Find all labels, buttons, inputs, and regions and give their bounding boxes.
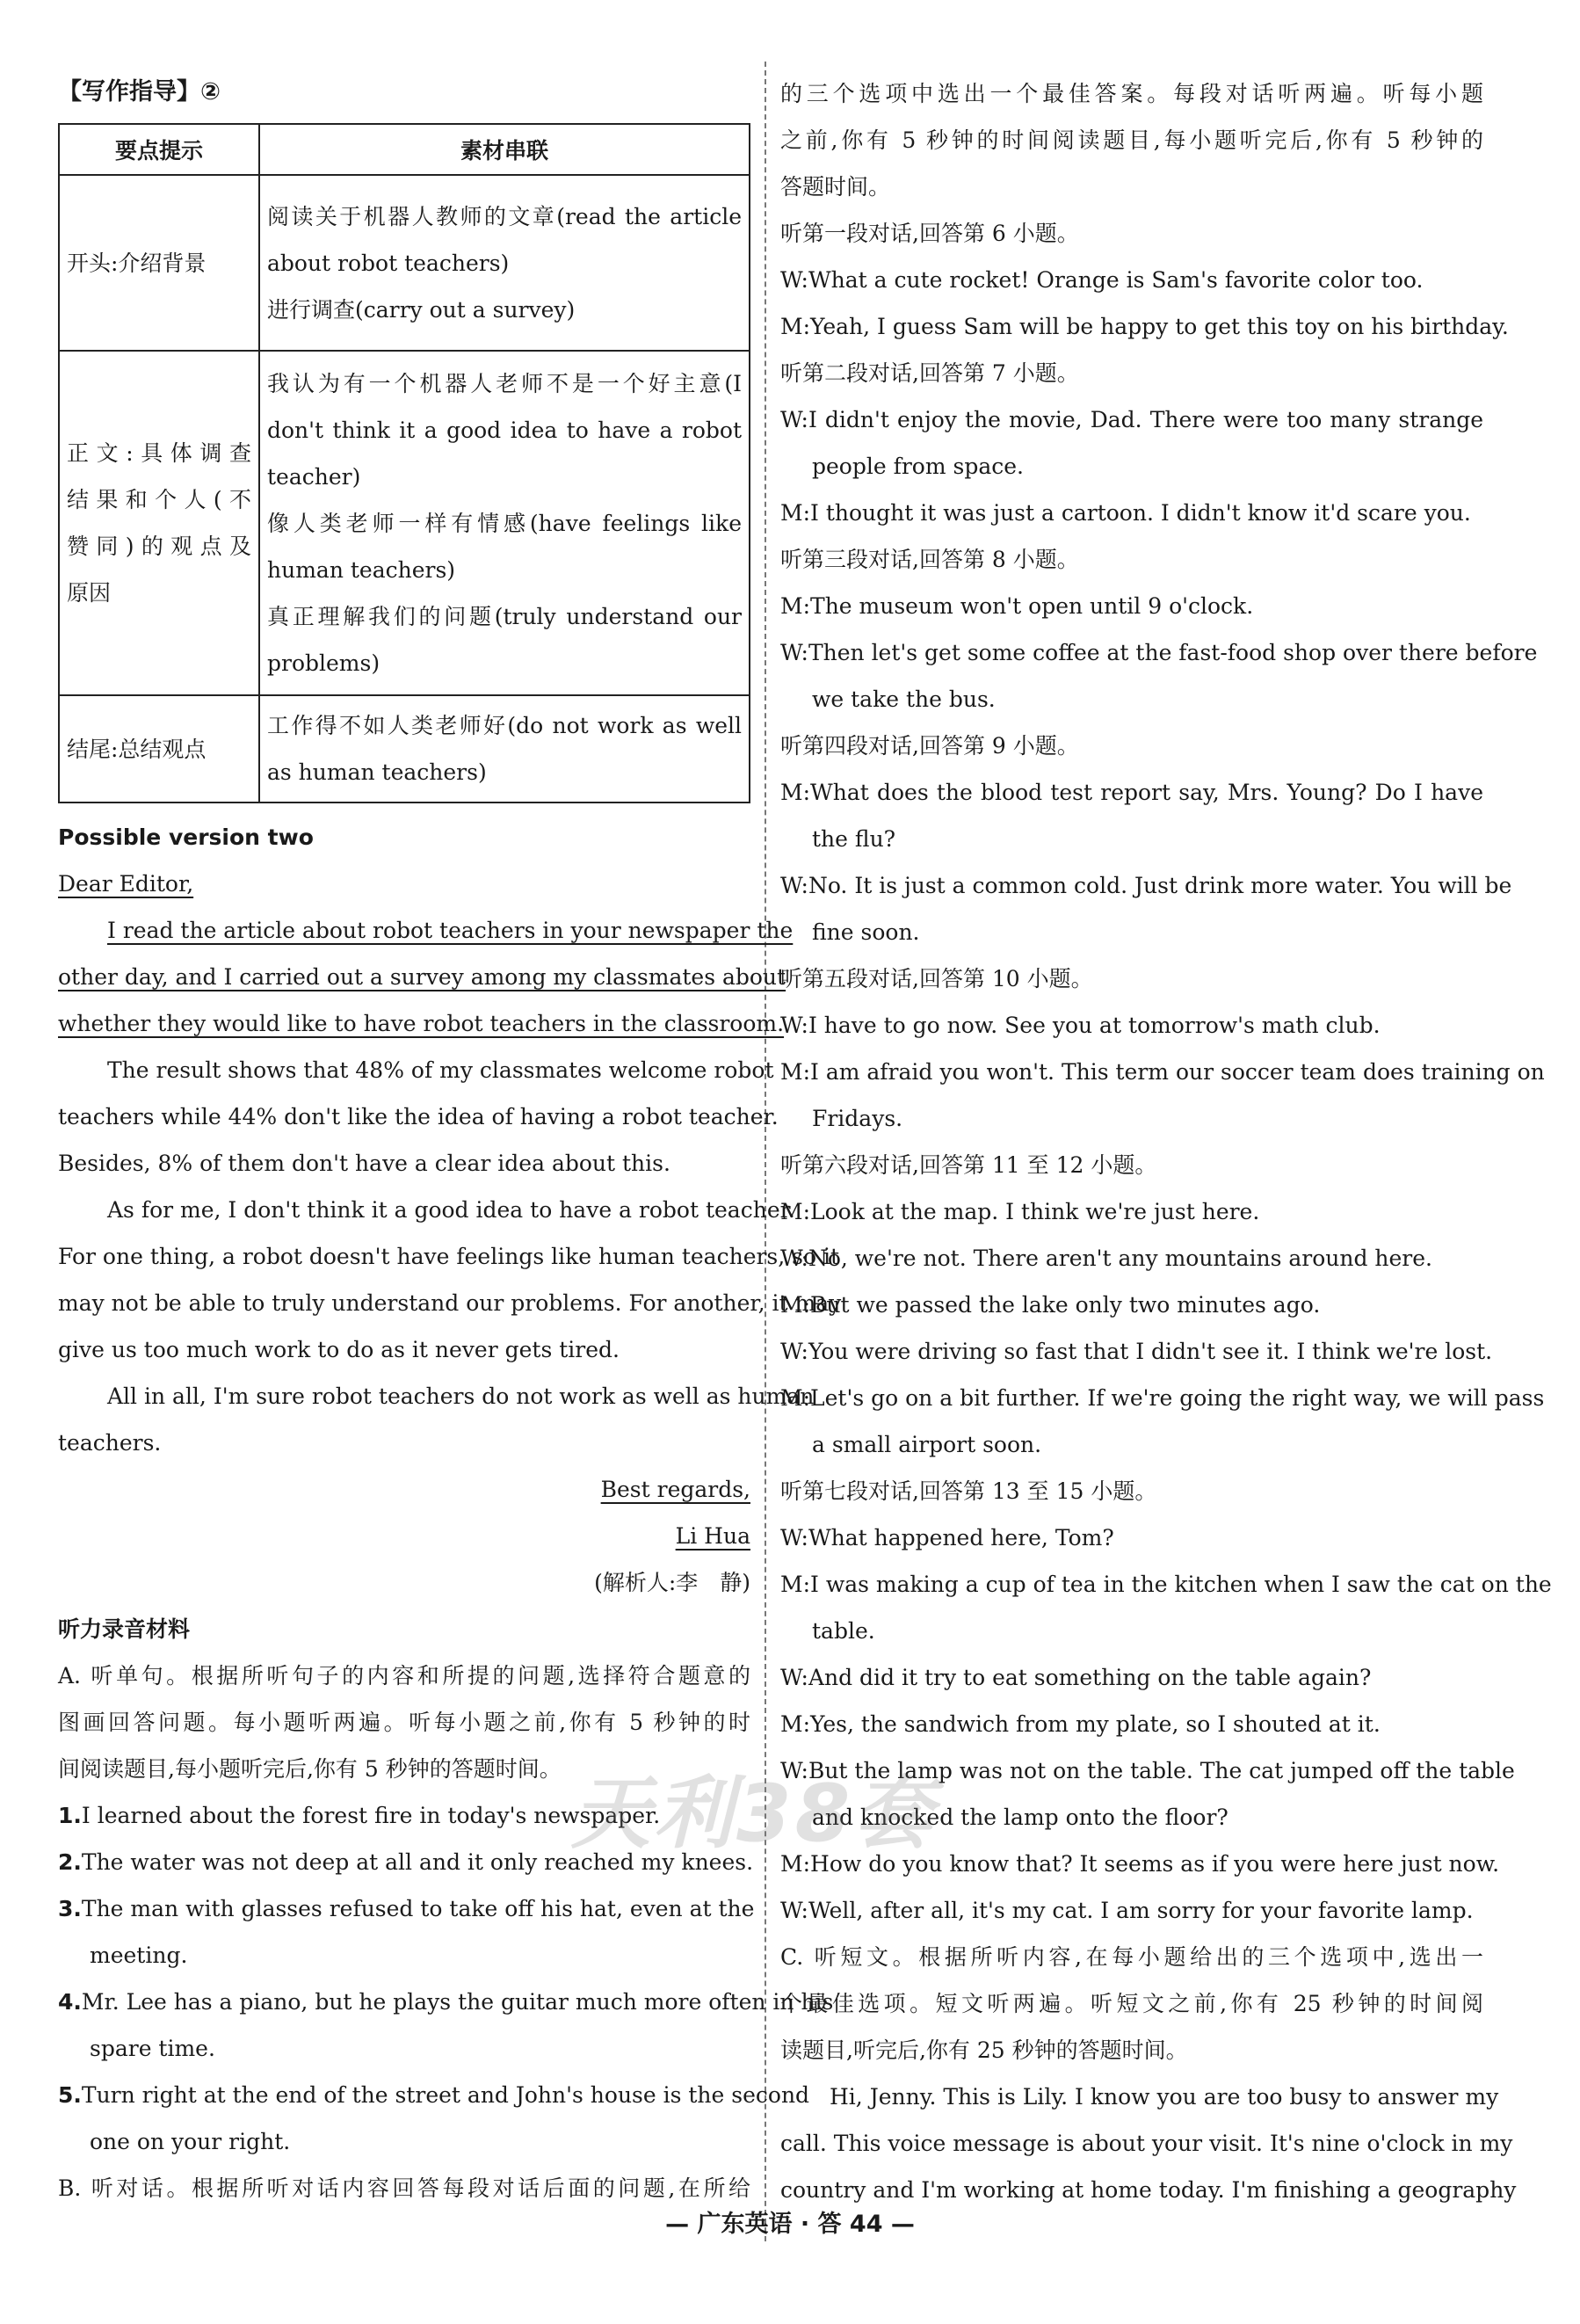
letter-para3-line: As for me, I don't think it a good idea to have a robot teacher.	[107, 1197, 795, 1223]
transcript-line: W:No. It is just a common cold. Just drink more water. You will be	[780, 873, 1512, 898]
cell-text: 正文:具体调查	[67, 440, 251, 466]
table-header-key-points: 要点提示	[59, 124, 259, 175]
letter-para2-line: Besides, 8% of them don't have a clear idea about this.	[58, 1151, 670, 1176]
transcript-line: Hi, Jenny. This is Lily. I know you are too busy to answer my	[830, 2084, 1499, 2110]
list-item	[58, 1839, 754, 1885]
watermark-logo: 天利38套	[571, 1768, 937, 1860]
transcript-line: M:What does the blood test report say, Mrs. Young? Do I have	[780, 780, 1483, 805]
transcript-line: M:I am afraid you won't. This term our soccer team does training on	[780, 1059, 1545, 1085]
letter-para1-line: I read the article about robot teachers in your newspaper the	[107, 918, 794, 943]
transcript-line: table.	[812, 1618, 875, 1644]
cell-text: 真正理解我们的问题(truly understand our	[267, 603, 742, 629]
cell-text: 结果和个人(不	[67, 487, 251, 512]
transcript-line: W:Well, after all, it's my cat. I am sorry for your favorite lamp.	[780, 1898, 1474, 1923]
transcript-line: 答题时间。	[780, 174, 891, 200]
transcript-line: W:I didn't enjoy the movie, Dad. There were too many strange	[780, 407, 1483, 432]
transcript-line: W:I have to go now. See you at tomorrow's math club.	[780, 1013, 1381, 1038]
table-row	[59, 695, 750, 803]
list-item-cont: meeting.	[90, 1943, 188, 1968]
section-a-line: 图画回答问题。每小题听两遍。听每小题之前,你有 5 秒钟的时	[58, 1710, 750, 1735]
transcript-line: 听第六段对话,回答第 11 至 12 小题。	[780, 1152, 1157, 1178]
cell-text: 像人类老师一样有情感(have feelings like	[267, 510, 742, 536]
transcript-line: 听第二段对话,回答第 7 小题。	[780, 360, 1079, 386]
item-number: 3.	[58, 1896, 82, 1921]
letter-para1-line: other day, and I carried out a survey among my classmates about	[58, 964, 786, 990]
analyst-note: (解析人:李 静)	[594, 1570, 750, 1595]
cell-text: 我认为有一个机器人老师不是一个好主意(I	[267, 370, 742, 396]
item-text: The man with glasses refused to take off his hat, even at the	[81, 1896, 755, 1921]
section-a-line: A. 听单句。根据所听句子的内容和所提的问题,选择符合题意的	[58, 1663, 750, 1689]
item-number: 4.	[58, 1989, 82, 2015]
transcript-line: the flu?	[812, 826, 896, 852]
cell-text: 进行调查(carry out a survey)	[267, 296, 576, 323]
transcript-line: 听第一段对话,回答第 6 小题。	[780, 221, 1079, 246]
letter-salutation	[58, 861, 750, 907]
transcript-line: 听第四段对话,回答第 9 小题。	[780, 733, 1079, 759]
table-cell-point	[59, 175, 259, 351]
cell-text: problems)	[267, 650, 381, 676]
cell-text: 阅读关于机器人教师的文章(read the article	[267, 203, 742, 229]
table-cell-material	[259, 351, 750, 695]
cell-text: as human teachers)	[267, 759, 487, 785]
letter-para4-line: teachers.	[58, 1430, 162, 1456]
transcript-line: W:What happened here, Tom?	[780, 1525, 1114, 1551]
transcript-line: 之前,你有 5 秒钟的时间阅读题目,每小题听完后,你有 5 秒钟的	[780, 127, 1483, 153]
list-item-cont: spare time.	[90, 2036, 215, 2061]
listening-title: 听力录音材料	[58, 1616, 191, 1642]
transcript-line: M:Look at the map. I think we're just here.	[780, 1199, 1260, 1224]
underlined-text: whether they would like to have robot teachers in the classroom.	[58, 1011, 785, 1036]
table-cell-point	[59, 695, 259, 803]
page-footer: — 广东英语 · 答 44 —	[665, 2211, 915, 2238]
transcript-line: M:Yeah, I guess Sam will be happy to get this toy on his birthday.	[780, 314, 1509, 339]
letter-para4-line: All in all, I'm sure robot teachers do not work as well as human	[107, 1384, 815, 1409]
transcript-line: fine soon.	[812, 919, 920, 945]
table-row	[59, 175, 750, 351]
letter-para1-line	[58, 1000, 785, 1047]
cell-text: 赞同)的观点及	[67, 534, 251, 559]
letter-para3-line: For one thing, a robot doesn't have feelings like human teachers, so it	[58, 1244, 840, 1269]
signature-text: Li Hua	[675, 1523, 750, 1549]
item-text: Turn right at the end of the street and John's house is the second	[81, 2082, 810, 2108]
transcript-line: W:But the lamp was not on the table. The cat jumped off the table	[780, 1758, 1515, 1783]
writing-guide-header: 【写作指导】②	[58, 78, 221, 105]
transcript-line: people from space.	[812, 454, 1024, 479]
transcript-line: M:Yes, the sandwich from my plate, so I shouted at it.	[780, 1711, 1381, 1737]
table-cell-material	[259, 175, 750, 351]
table-cell-material	[259, 695, 750, 803]
list-item	[58, 1885, 755, 1932]
transcript-line: a small airport soon.	[812, 1432, 1042, 1457]
transcript-line: M:How do you know that? It seems as if you were here just now.	[780, 1851, 1500, 1877]
transcript-line: M:But we passed the lake only two minutes ago.	[780, 1292, 1321, 1318]
cell-text: about robot teachers)	[267, 250, 510, 276]
salutation-text: Dear Editor,	[58, 871, 194, 897]
cell-text: 开头:介绍背景	[67, 250, 207, 276]
transcript-line: Fridays.	[812, 1106, 903, 1131]
table-header-materials: 素材串联	[259, 124, 750, 175]
item-text: Mr. Lee has a piano, but he plays the guitar much more often in his	[81, 1989, 834, 2015]
letter-para3-line: may not be able to truly understand our problems. For another, it may	[58, 1290, 842, 1316]
transcript-line: M:Let's go on a bit further. If we're going the right way, we will pass	[780, 1385, 1545, 1411]
transcript-line: W:No, we're not. There aren't any mountains around here.	[780, 1246, 1433, 1271]
transcript-line: country and I'm working at home today. I'm finishing a geography	[780, 2177, 1517, 2203]
letter-closing	[58, 1466, 750, 1513]
transcript-line: M:The museum won't open until 9 o'clock.	[780, 593, 1254, 619]
cell-text: don't think it a good idea to have a robot	[267, 417, 742, 443]
item-number: 1.	[58, 1803, 82, 1828]
cell-text: 原因	[67, 580, 112, 606]
transcript-line: 读题目,听完后,你有 25 秒钟的答题时间。	[780, 2037, 1188, 2063]
section-a-line: 间阅读题目,每小题听完后,你有 5 秒钟的答题时间。	[58, 1756, 562, 1782]
list-item	[58, 1792, 750, 1839]
key-points-table	[58, 123, 750, 803]
section-b-line: B. 听对话。根据所听对话内容回答每段对话后面的问题,在所给	[58, 2175, 750, 2201]
transcript-line: W:And did it try to eat something on the table again?	[780, 1665, 1372, 1690]
transcript-line: 个最佳选项。短文听两遍。听短文之前,你有 25 秒钟的时间阅	[780, 1991, 1483, 2016]
transcript-line: we take the bus.	[812, 686, 996, 712]
column-divider	[765, 62, 766, 2241]
transcript-line: M:I thought it was just a cartoon. I didn't know it'd scare you.	[780, 500, 1471, 526]
transcript-line: 听第七段对话,回答第 13 至 15 小题。	[780, 1478, 1157, 1504]
list-item	[58, 1979, 834, 2025]
transcript-line: M:I was making a cup of tea in the kitchen when I saw the cat on the	[780, 1572, 1552, 1597]
list-item-cont: one on your right.	[90, 2129, 291, 2154]
right-column	[780, 70, 1552, 2213]
transcript-line: and knocked the lamp onto the floor?	[812, 1805, 1228, 1830]
list-item	[58, 2072, 810, 2118]
letter-signature	[58, 1513, 750, 1559]
transcript-line: 听第三段对话,回答第 8 小题。	[780, 547, 1079, 572]
cell-text: 结尾:总结观点	[67, 736, 207, 762]
item-number: 5.	[58, 2082, 82, 2108]
item-text: The water was not deep at all and it only reached my knees.	[81, 1849, 754, 1875]
transcript-line: 的三个选项中选出一个最佳答案。每段对话听两遍。听每小题	[780, 81, 1483, 106]
version-title: Possible version two	[58, 824, 314, 850]
letter-para2-line: teachers while 44% don't like the idea of having a robot teacher.	[58, 1104, 779, 1129]
cell-text: human teachers)	[267, 556, 456, 583]
transcript-line: W:What a cute rocket! Orange is Sam's favorite color too.	[780, 267, 1424, 293]
letter-para2-line: The result shows that 48% of my classmates welcome robot	[107, 1057, 774, 1083]
transcript-line: W:You were driving so fast that I didn't see it. I think we're lost.	[780, 1339, 1493, 1364]
transcript-line: C. 听短文。根据所听内容,在每小题给出的三个选项中,选出一	[780, 1944, 1483, 1970]
cell-text: 工作得不如人类老师好(do not work as well	[267, 713, 742, 738]
transcript-line: W:Then let's get some coffee at the fast-food shop over there before	[780, 640, 1538, 665]
transcript-line: call. This voice message is about your visit. It's nine o'clock in my	[780, 2131, 1513, 2156]
item-text: I learned about the forest fire in today's newspaper.	[81, 1803, 661, 1828]
cell-text: teacher)	[267, 463, 361, 490]
transcript-line: 听第五段对话,回答第 10 小题。	[780, 966, 1093, 991]
letter-para3-line: give us too much work to do as it never gets tired.	[58, 1337, 620, 1362]
table-row	[59, 351, 750, 695]
closing-text: Best regards,	[600, 1477, 750, 1502]
item-number: 2.	[58, 1849, 82, 1875]
table-cell-point	[59, 351, 259, 695]
